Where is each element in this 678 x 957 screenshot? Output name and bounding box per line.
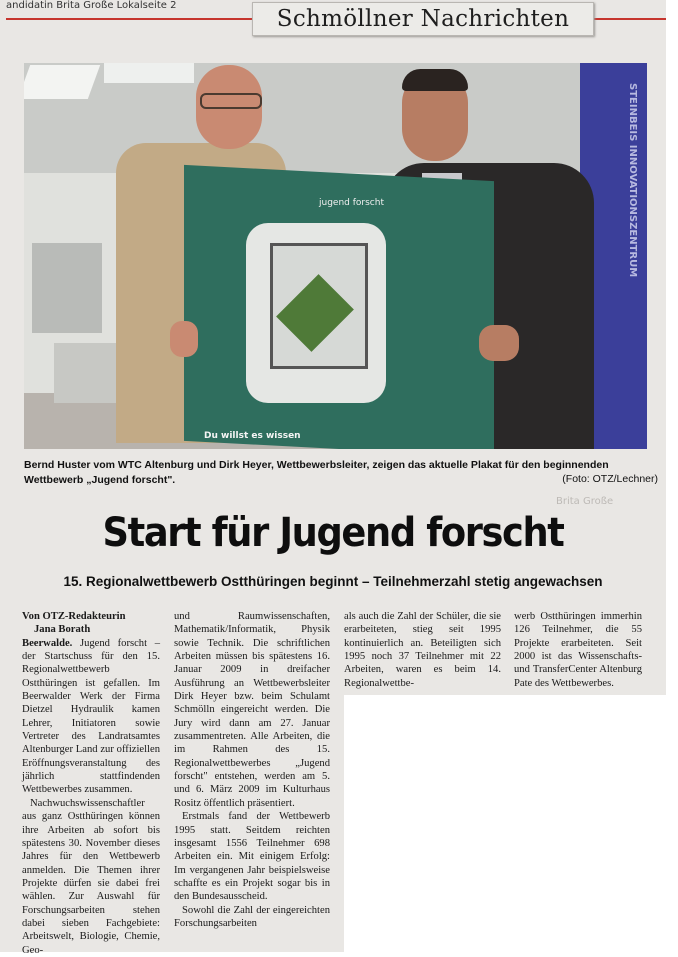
section-header (252, 2, 594, 36)
paragraph: werb Ostthüringen immerhin 126 Teilnehmer, die 55 Projekte erarbeiteten. Seit 2000 ist das Wissenschafts- und TransferCenter Altenburg Pate des Wettbewerbes. (514, 611, 642, 689)
paragraph: als auch die Zahl der Schüler, die sie erarbeiteten, stieg seit 1995 kontinuierlich an. Beteiligten sich 1995 noch 37 Teilnehmer mit 22 Arbeiten, waren es beim 14. Regionalwettbe- (344, 611, 501, 689)
banner-text: STEINBEIS INNOVATIONSZENTRUM (627, 83, 638, 278)
article-column-1 (22, 610, 160, 957)
headline: Start für Jugend forscht (102, 510, 564, 556)
glasses (200, 93, 262, 109)
article-photo (24, 63, 647, 449)
article-column-4 (514, 610, 642, 690)
header-rule-left (6, 18, 252, 20)
article-column-3 (344, 610, 501, 690)
photo-credit: (Foto: OTZ/Lechner) (562, 473, 658, 485)
page-topline: andidatin Brita Große Lokalseite 2 (6, 0, 177, 11)
paragraph: Sowohl die Zahl der eingereichten Forschungsarbeiten (174, 904, 330, 929)
paragraph: und Raumwissenschaften, Mathematik/Informatik, Physik sowie Technik. Die schriftlichen Arbeiten müssen bis spätestens 16. Januar 2009 in dreifacher Ausführung an Wettbewerbsleiter Dirk Heyer bzw. beim Schulamt Schmölln eingereicht werden. Die Jury wird dann am 27. Januar zusammentreten. Alle Arbeiten, die im Rahmen des 15. Regionalwettbewerbes „Jugend forscht" entstehen, werden am 5. und 6. März 2009 im Kulturhaus Rositz öffentlich präsentiert. (174, 611, 330, 809)
dateline: Beerwalde. (22, 637, 73, 649)
paragraph: Beerwalde. Jugend forscht – der Startschuss für den 15. Regionalwettbewerb Ostthüringen ist gefallen. Im Beerwalder Werk der Firma Dietzel Hydraulik kamen Lehrer, Initiatoren sowie Vertreter des Landratsamtes Altenburger Land zur offiziellen Eröffnungsveranstaltung des jährlich stattfindenden Wettbewerbes zusammen. (22, 637, 160, 796)
section-title: Schmöllner Nachrichten (276, 6, 570, 32)
bleed-through-text: Brita Große (556, 496, 614, 507)
paragraph: Nachwuchswissenschaftler aus ganz Ostthüringen können ihre Arbeiten ab sofort bis spätestens 30. November dieses Jahres für den Wettbewerb anmelden. Die Themen ihrer Projekte dürfen sie dabei frei wählen. Zur Auswahl für Forschungsarbeiten stehen dabei sieben Fachgebiete: Arbeitswelt, Biologie, Chemie, Geo- (22, 797, 160, 956)
article-column-2 (174, 610, 330, 930)
paragraph: Erstmals fand der Wettbewerb 1995 statt. Seitdem reichten insgesamt 1556 Teilnehmer 698 Arbeiten ein. Mit einigem Erfolg: Im vergangenen Jahr beispielsweise schaffte es ein Projekt sogar bis in den Bundesausscheid. (174, 811, 330, 903)
subheadline: 15. Regionalwettbewerb Ostthüringen beginnt – Teilnehmerzahl stetig angewachsen (63, 574, 603, 589)
header-rule-right (593, 18, 666, 20)
photo-caption: Bernd Huster vom WTC Altenburg und Dirk Heyer, Wettbewerbsleiter, zeigen das aktuelle Plakat für den beginnenden Wettbewerb „Jugend forscht". (24, 459, 609, 486)
byline: Von OTZ-Redakteurin Jana Borath (22, 611, 126, 636)
poster-title: jugend forscht (319, 198, 384, 208)
poster-subtitle: Du willst es wissen (204, 431, 301, 441)
